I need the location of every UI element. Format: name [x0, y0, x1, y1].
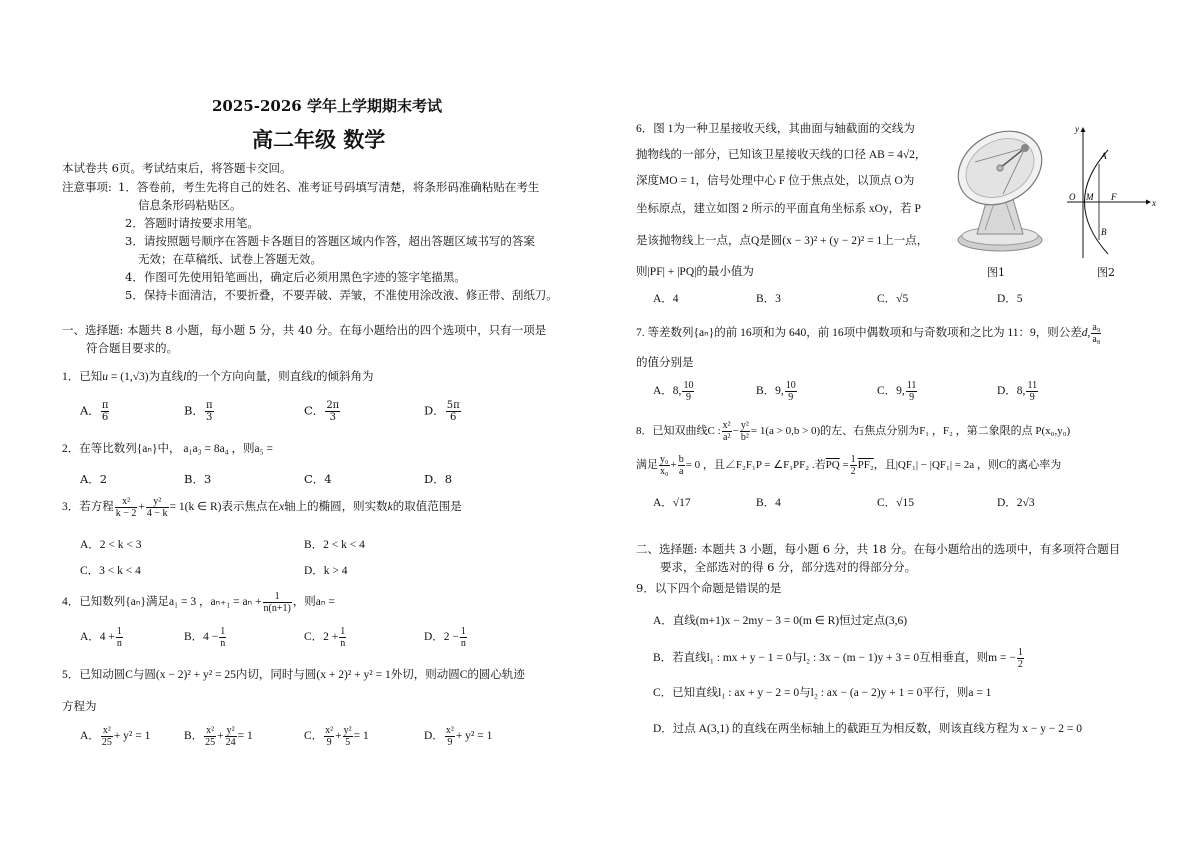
point-m-label: M — [1086, 192, 1094, 202]
q9-option-c: C．已知直线l₁ : ax + y − 2 = 0与l₂ : ax − (a − 2)y + 1 = 0平行，则a = 1 — [653, 687, 992, 699]
section2-heading-cont: 要求，全部选对的得 6 分，部分选对的得部分分。 — [660, 560, 917, 574]
q1-option-a: A． $\frac{\pi}{6}$ — [80, 400, 109, 423]
q6-line-6: 则|PF| + |PQ|的最小值为 — [636, 266, 754, 278]
question-1: 1．已知u = (1,√3)为直线l的一个方向向量，则直线l的倾斜角为 — [62, 371, 374, 383]
q4-option-c: C．2 + $\frac{1}{n}$ — [304, 626, 346, 649]
section1-heading: 一、选择题: 本题共 8 小题，每小题 5 分，共 40 分。在每小题给出的四个选项中，只有一项是 — [62, 323, 547, 337]
satellite-dish-figure — [945, 122, 1055, 262]
q4-option-a: A．4 + $\frac{1}{n}$ — [80, 626, 122, 649]
q8-option-d: D．2√3 — [997, 497, 1035, 509]
q7-option-d: D．8, $\frac{11}{9}$ — [997, 380, 1038, 403]
question-8-cont: 满足 $\frac{\text{y₀}}{\text{x₀}}$ + $\frac{b}{a}$ = 0 ，且∠F₂F₁P = ∠F₁PF₂ .若$\overline{PQ}$ = $\frac{1}{2}$ PF₂，且|QF₁| − |QF₁| = 2a ，则C的离心率为 — [636, 454, 1062, 477]
q7-option-c: C．9, $\frac{11}{9}$ — [877, 380, 917, 403]
note-3-cont: 无效；在草稿纸、试卷上答题无效。 — [138, 252, 322, 266]
q6-line-5: 是该抛物线上一点，点Q是圆(x − 3)² + (y − 2)² = 1上一点， — [636, 235, 929, 247]
q6-line-2: 抛物线的一部分，已知该卫星接收天线的口径 AB = 4√2， — [636, 149, 927, 161]
x-axis-label: x — [1152, 198, 1156, 208]
q2-option-a: A．2 — [80, 472, 108, 486]
q6-figures — [945, 122, 1155, 280]
q6-option-c: C．√5 — [877, 293, 909, 305]
question-3: 3．若方程 $\frac{\text{x²}}{k - 2}$ + $\frac{\text{y²}}{4 - k}$ = 1(k ∈ R)表示焦点在x轴上的椭圆，则实数k的取值范围是 — [62, 496, 462, 519]
q6-line-4: 坐标原点，建立如图 2 所示的平面直角坐标系 xOy，若 P — [636, 203, 921, 215]
q5-option-b: B． $\frac{\text{x²}}{25}$ + $\frac{\text{y²}}{24}$ = 1 — [184, 725, 253, 748]
focus-f-label: F — [1111, 192, 1117, 202]
question-4: 4．已知数列{aₙ}满足a₁ = 3 ，aₙ₊₁ = aₙ + $\frac{1}{n(n+1)}$ ，则aₙ = — [62, 591, 335, 614]
q6-option-d: D．5 — [997, 293, 1023, 305]
note-3: 3．请按照题号顺序在答题卡各题目的答题区域内作答，超出答题区域书写的答案 — [125, 234, 535, 248]
question-8: 8．已知双曲线C : $\frac{\text{x²}}{\text{a²}}$ − $\frac{\text{y²}}{\text{b²}}$ = 1(a > 0,b > 0)的左、右焦点分别为F₁ ，F₂ ，第二象限的点 P(x₀,y₀) — [636, 420, 1071, 443]
q4-option-b: B．4 − $\frac{1}{n}$ — [184, 626, 226, 649]
q1-option-b: B． $\frac{\pi}{3}$ — [184, 400, 213, 423]
note-4: 4．作图可先使用铅笔画出，确定后必须用黑色字迹的签字笔描黑。 — [125, 270, 466, 284]
note-1-cont: 信息条形码粘贴区。 — [138, 198, 242, 212]
point-b-label: B — [1101, 227, 1107, 237]
exam-title: 2025-2026 学年上学期期末考试 — [212, 97, 442, 115]
q6-line-3: 深度MO = 1，信号处理中心 F 位于焦点处，以顶点 O为 — [636, 175, 915, 187]
section2-heading: 二、选择题: 本题共 3 小题，每小题 6 分，共 18 分。在每小题给出的选项中，有多项符合题目 — [636, 542, 1121, 556]
q1-option-c: C． $\frac{2\pi}{3}$ — [304, 400, 340, 423]
q8-option-c: C．√15 — [877, 497, 914, 509]
q5-option-a: A． $\frac{\text{x²}}{25}$ + y² = 1 — [80, 725, 151, 748]
parabola-figure — [1063, 122, 1155, 262]
section1-heading-cont: 符合题目要求的。 — [86, 341, 178, 355]
question-7: 7. 等差数列{aₙ}的前 16项和为 640，前 16项中偶数项和与奇数项和之比为 11：9，则公差d, $\frac{\text{a₉}}{\text{a₈}}$ — [636, 322, 1101, 345]
q1-option-d: D． $\frac{5\pi}{6}$ — [424, 400, 460, 423]
notes-label: 注意事项: — [62, 180, 112, 194]
question-7-cont: 的值分别是 — [636, 355, 694, 369]
q9-option-a: A．直线(m+1)x − 2my − 3 = 0(m ∈ R)恒过定点(3,6) — [653, 615, 908, 627]
y-axis-label: y — [1075, 124, 1079, 134]
q2-option-d: D．8 — [424, 472, 453, 486]
q2-option-b: B．3 — [184, 472, 212, 486]
exam-subject: 高二年级 数学 — [252, 128, 386, 152]
q7-option-a: A．8, $\frac{10}{9}$ — [653, 380, 694, 403]
q6-option-a: A．4 — [653, 293, 679, 305]
question-5: 5．已知动圆C与圆(x − 2)² + y² = 25内切，同时与圆(x + 2)² + y² = 1外切，则动圆C的圆心轨迹 — [62, 669, 525, 681]
q9-option-d: D．过点 A(3,1) 的直线在两坐标轴上的截距互为相反数，则该直线方程为 x − y − 2 = 0 — [653, 723, 1082, 735]
q3-option-b: B．2 < k < 4 — [304, 539, 365, 551]
q6-line-1: 6．图 1为一种卫星接收天线，其曲面与轴截面的交线为 — [636, 123, 915, 135]
origin-label: O — [1069, 192, 1076, 202]
q3-option-a: A．2 < k < 3 — [80, 539, 142, 551]
note-1: 1．答卷前，考生先将自己的姓名、准考证号码填写清楚，将条形码准确粘贴在考生 — [118, 180, 540, 194]
q4-option-d: D．2 − $\frac{1}{n}$ — [424, 626, 466, 649]
q7-option-b: B．9, $\frac{10}{9}$ — [756, 380, 796, 403]
q8-option-b: B．4 — [756, 497, 781, 509]
q5-option-c: C． $\frac{\text{x²}}{9}$ + $\frac{\text{y²}}{5}$ = 1 — [304, 725, 369, 748]
notes-intro: 本试卷共 6页。考试结束后，将答题卡交回。 — [62, 161, 292, 175]
point-a-label: A — [1101, 151, 1107, 161]
figure-1-caption: 图1 — [987, 266, 1005, 279]
note-2: 2．答题时请按要求用笔。 — [125, 216, 259, 230]
question-2: 2．在等比数列{aₙ}中， a₁a₃ = 8a₄ ，则a₅ = — [62, 443, 274, 455]
q2-option-c: C．4 — [304, 472, 332, 486]
q9-option-b: B．若直线l₁ : mx + y − 1 = 0与l₂ : 3x − (m − 1)y + 3 = 0互相垂直，则m = − $\frac{1}{2}$ — [653, 647, 1023, 670]
question-9: 9．以下四个命题是错误的是 — [636, 581, 782, 595]
note-5: 5．保持卡面清洁，不要折叠，不要弄破、弄皱，不准使用涂改液、修正带、刮纸刀。 — [125, 288, 558, 302]
q5-option-d: D． $\frac{\text{x²}}{9}$ + y² = 1 — [424, 725, 493, 748]
figure-2-caption: 图2 — [1097, 266, 1115, 279]
question-5-cont: 方程为 — [62, 699, 97, 713]
q3-option-d: D．k > 4 — [304, 565, 348, 577]
q6-option-b: B．3 — [756, 293, 781, 305]
q3-option-c: C．3 < k < 4 — [80, 565, 141, 577]
q8-option-a: A．√17 — [653, 497, 691, 509]
